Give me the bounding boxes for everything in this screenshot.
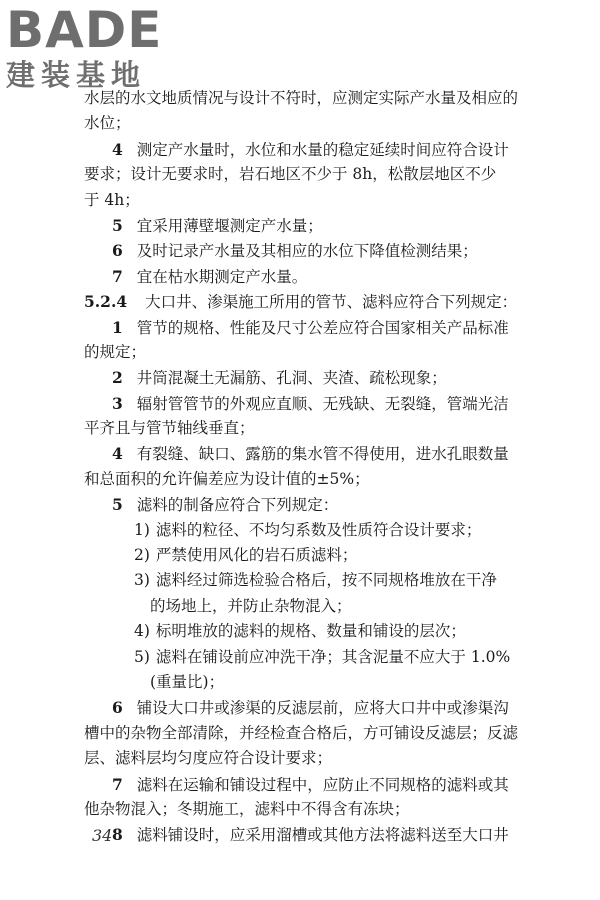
item-number: 5 <box>112 215 123 235</box>
page-number: 34 <box>92 826 113 845</box>
item-number: 3) <box>134 571 150 590</box>
line-text: 于 4h； <box>84 190 140 209</box>
line-text: 严禁使用风化的岩石质滤料； <box>155 546 358 565</box>
item-number: 7 <box>112 774 123 794</box>
line-text: 滤料经过筛选检验合格后，按不同规格堆放在干净 <box>155 571 497 590</box>
item-number: 4 <box>112 444 123 464</box>
item-number: 1) <box>134 520 150 539</box>
line-text: 要求；设计无要求时，岩石地区不少于 8h，松散层地区不少 <box>84 165 497 184</box>
text-line <box>84 238 544 263</box>
text-line <box>84 797 544 822</box>
item-number: 3 <box>112 393 123 413</box>
line-text: 测定产水量时，水位和水量的稳定延续时间应符合设计 <box>136 140 509 159</box>
document-body <box>84 86 544 848</box>
line-text: 井筒混凝土无漏筋、孔洞、夹渣、疏松现象； <box>136 369 447 388</box>
line-text: 滤料在运输和铺设过程中，应防止不同规格的滤料或其 <box>136 775 509 794</box>
line-text: 滤料在铺设前应冲洗干净；其含泥量不应大于 1.0% <box>155 647 511 666</box>
line-text: 铺设大口井或渗渠的反滤层前，应将大口井中或渗渠沟 <box>136 699 509 718</box>
line-text: 辐射管管节的外观应直顺、无残缺、无裂缝，管端光洁 <box>136 394 509 413</box>
line-text: 标明堆放的滤料的规格、数量和铺设的层次； <box>155 622 466 641</box>
item-number: 7 <box>112 266 123 286</box>
line-text: 槽中的杂物全部清除，并经检查合格后，方可铺设反滤层；反滤 <box>84 723 519 742</box>
text-line <box>84 391 544 416</box>
text-line <box>84 289 544 314</box>
text-line <box>84 416 544 441</box>
item-number: 2) <box>134 546 150 565</box>
text-line <box>84 467 544 492</box>
text-line <box>84 365 544 390</box>
item-number: 6 <box>112 241 123 261</box>
text-line <box>84 594 544 619</box>
text-line <box>84 645 544 670</box>
line-text: 和总面积的允许偏差应为设计值的±5%； <box>84 469 370 488</box>
text-line <box>84 264 544 289</box>
item-number: 1 <box>112 317 123 337</box>
item-number: 6 <box>112 698 123 718</box>
text-line <box>84 518 544 543</box>
text-line <box>84 822 544 847</box>
text-line <box>84 568 544 593</box>
line-text: 滤料铺设时，应采用溜槽或其他方法将滤料送至大口井 <box>136 826 509 845</box>
line-text: 水位； <box>84 114 131 133</box>
item-number: 4 <box>112 139 123 159</box>
text-line <box>84 111 544 136</box>
line-text: 层、滤料层均匀度应符合设计要求； <box>84 749 333 768</box>
line-text: 宜在枯水期测定产水量。 <box>136 267 308 286</box>
item-number: 4) <box>134 622 150 641</box>
text-line <box>84 492 544 517</box>
line-text: 滤料的粒径、不均匀系数及性质符合设计要求； <box>155 520 482 539</box>
line-text: 的场地上，并防止杂物混入； <box>150 596 352 615</box>
text-line <box>84 162 544 187</box>
text-line <box>84 315 544 340</box>
text-line <box>84 619 544 644</box>
item-number: 5 <box>112 495 123 515</box>
text-line <box>84 137 544 162</box>
item-number: 8 <box>112 825 123 845</box>
text-line <box>84 188 544 213</box>
text-line <box>84 441 544 466</box>
text-line <box>84 340 544 365</box>
line-text: 管节的规格、性能及尺寸公差应符合国家相关产品标准 <box>136 318 509 337</box>
line-text: 他杂物混入；冬期施工，滤料中不得含有冻块； <box>84 799 410 818</box>
text-line <box>84 695 544 720</box>
clause-number: 5.2.4 <box>84 292 128 312</box>
item-number: 5) <box>134 647 150 666</box>
logo-word: BADE <box>6 1 163 59</box>
item-number: 2 <box>112 368 123 388</box>
bade-logo <box>6 1 176 96</box>
text-line <box>84 772 544 797</box>
text-line <box>84 213 544 238</box>
line-text: 的规定； <box>84 342 147 361</box>
text-line <box>84 543 544 568</box>
logo-subtitle: 建装基地 <box>6 58 147 92</box>
line-text: 滤料的制备应符合下列规定： <box>136 496 339 515</box>
line-text: 水层的水文地质情况与设计不符时，应测定实际产水量及相应的 <box>84 89 519 107</box>
line-text: 有裂缝、缺口、露筋的集水管不得使用，进水孔眼数量 <box>136 445 509 464</box>
line-text: 宜采用薄壁堰测定产水量； <box>136 216 323 235</box>
line-text: 平齐且与管节轴线垂直； <box>84 419 255 438</box>
text-line <box>84 746 544 771</box>
text-line <box>84 670 544 695</box>
line-text: 及时记录产水量及其相应的水位下降值检测结果； <box>136 242 478 261</box>
text-line <box>84 721 544 746</box>
line-text: (重量比)； <box>150 672 225 691</box>
line-text: 大口井、渗渠施工所用的管节、滤料应符合下列规定： <box>145 293 518 312</box>
